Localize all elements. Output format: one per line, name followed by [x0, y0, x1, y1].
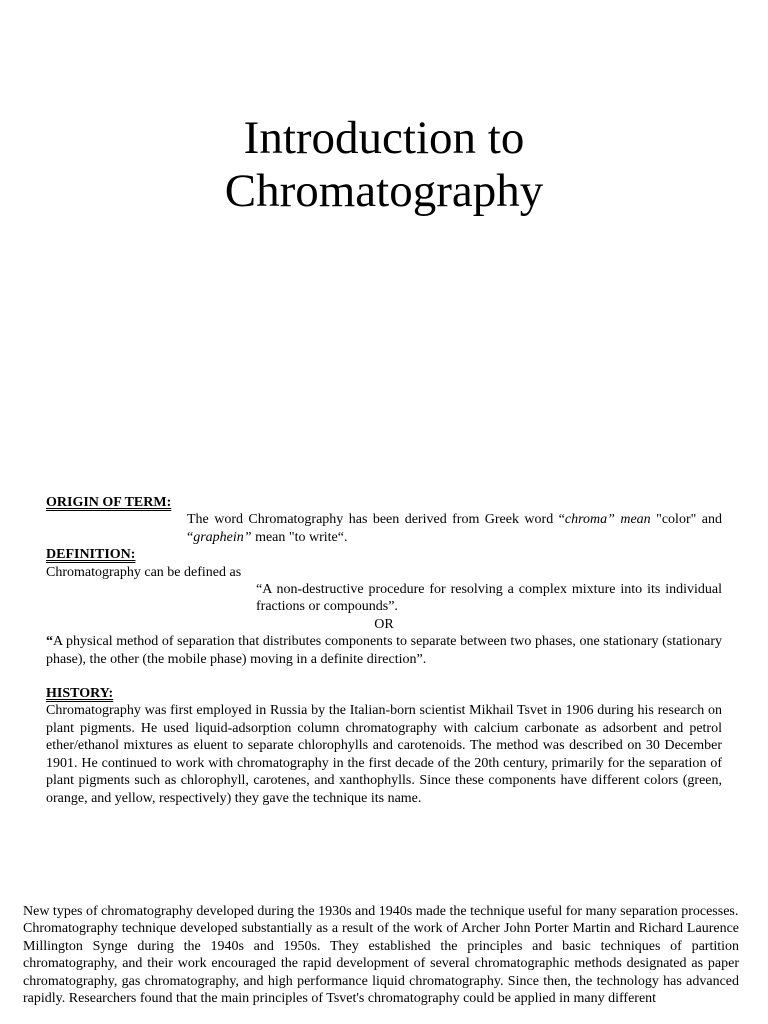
continuation-paragraph-1: New types of chromatography developed during the 1930s and 1940s made the technique useful for many separation processes.	[23, 904, 739, 919]
origin-heading: ORIGIN OF TERM:	[46, 495, 172, 510]
definition-or: OR	[374, 616, 394, 632]
origin-paragraph	[46, 511, 722, 546]
definition-heading: DEFINITION:	[46, 547, 136, 563]
origin-text-3: mean "to write“.	[251, 529, 348, 545]
definition-quote-2	[46, 633, 722, 668]
title-line-2: Chromatography	[224, 165, 544, 217]
main-content	[46, 494, 722, 807]
definition-quote-2-text: A physical method of separation that distributes components to separate between two phases, one stationary (stationary phase), the other (the mobile phase) moving in a definite direction”.	[46, 634, 722, 667]
continuation-paragraph-2: Chromatography technique developed substantially as a result of the work of Archer John Porter Martin and Richard Laurence Millington Synge during the 1940s and 1950s. They established the principles and basic techniques of partition chromatography, and their work encouraged the rapid development of several chromatographic methods designated as paper chromatography, gas chromatography, and high performance liquid chromatography. Since then, the technology has advanced rapidly. Researchers found that the main principles of Tsvet's chromatography could be applied in many different	[23, 921, 739, 1007]
quote-open-mark: “	[46, 634, 53, 650]
origin-text-2: "color" and “	[187, 512, 722, 545]
definition-intro: Chromatography can be defined as	[46, 564, 242, 580]
page-title	[0, 112, 768, 218]
definition-quote-1: “A non-destructive procedure for resolving a complex mixture into its individual fractions or compounds”.	[256, 582, 722, 615]
history-paragraph: Chromatography was first employed in Russia by the Italian-born scientist Mikhail Tsvet in 1906 during his research on plant pigments. He used liquid-adsorption column chromatography with calcium carbonate as adsorbent and petrol ether/ethanol mixtures as eluent to separate chlorophylls and carotenoids. The method was described on 30 December 1901. He continued to work with chromatography in the first decade of the 20th century, primarily for the separation of plant pigments such as chlorophyll, carotenes, and xanthophylls. Since these components have different colors (green, orange, and yellow, respectively) they gave the technique its name.	[46, 703, 722, 806]
title-line-1: Introduction to	[243, 112, 525, 164]
continuation-content	[23, 903, 739, 1007]
origin-chroma-term: chroma” mean	[564, 512, 651, 528]
history-heading: HISTORY:	[46, 686, 114, 702]
origin-graphein-term: graphein”	[193, 529, 252, 545]
origin-text-1: The word Chromatography has been derived from Greek word “	[187, 512, 565, 528]
